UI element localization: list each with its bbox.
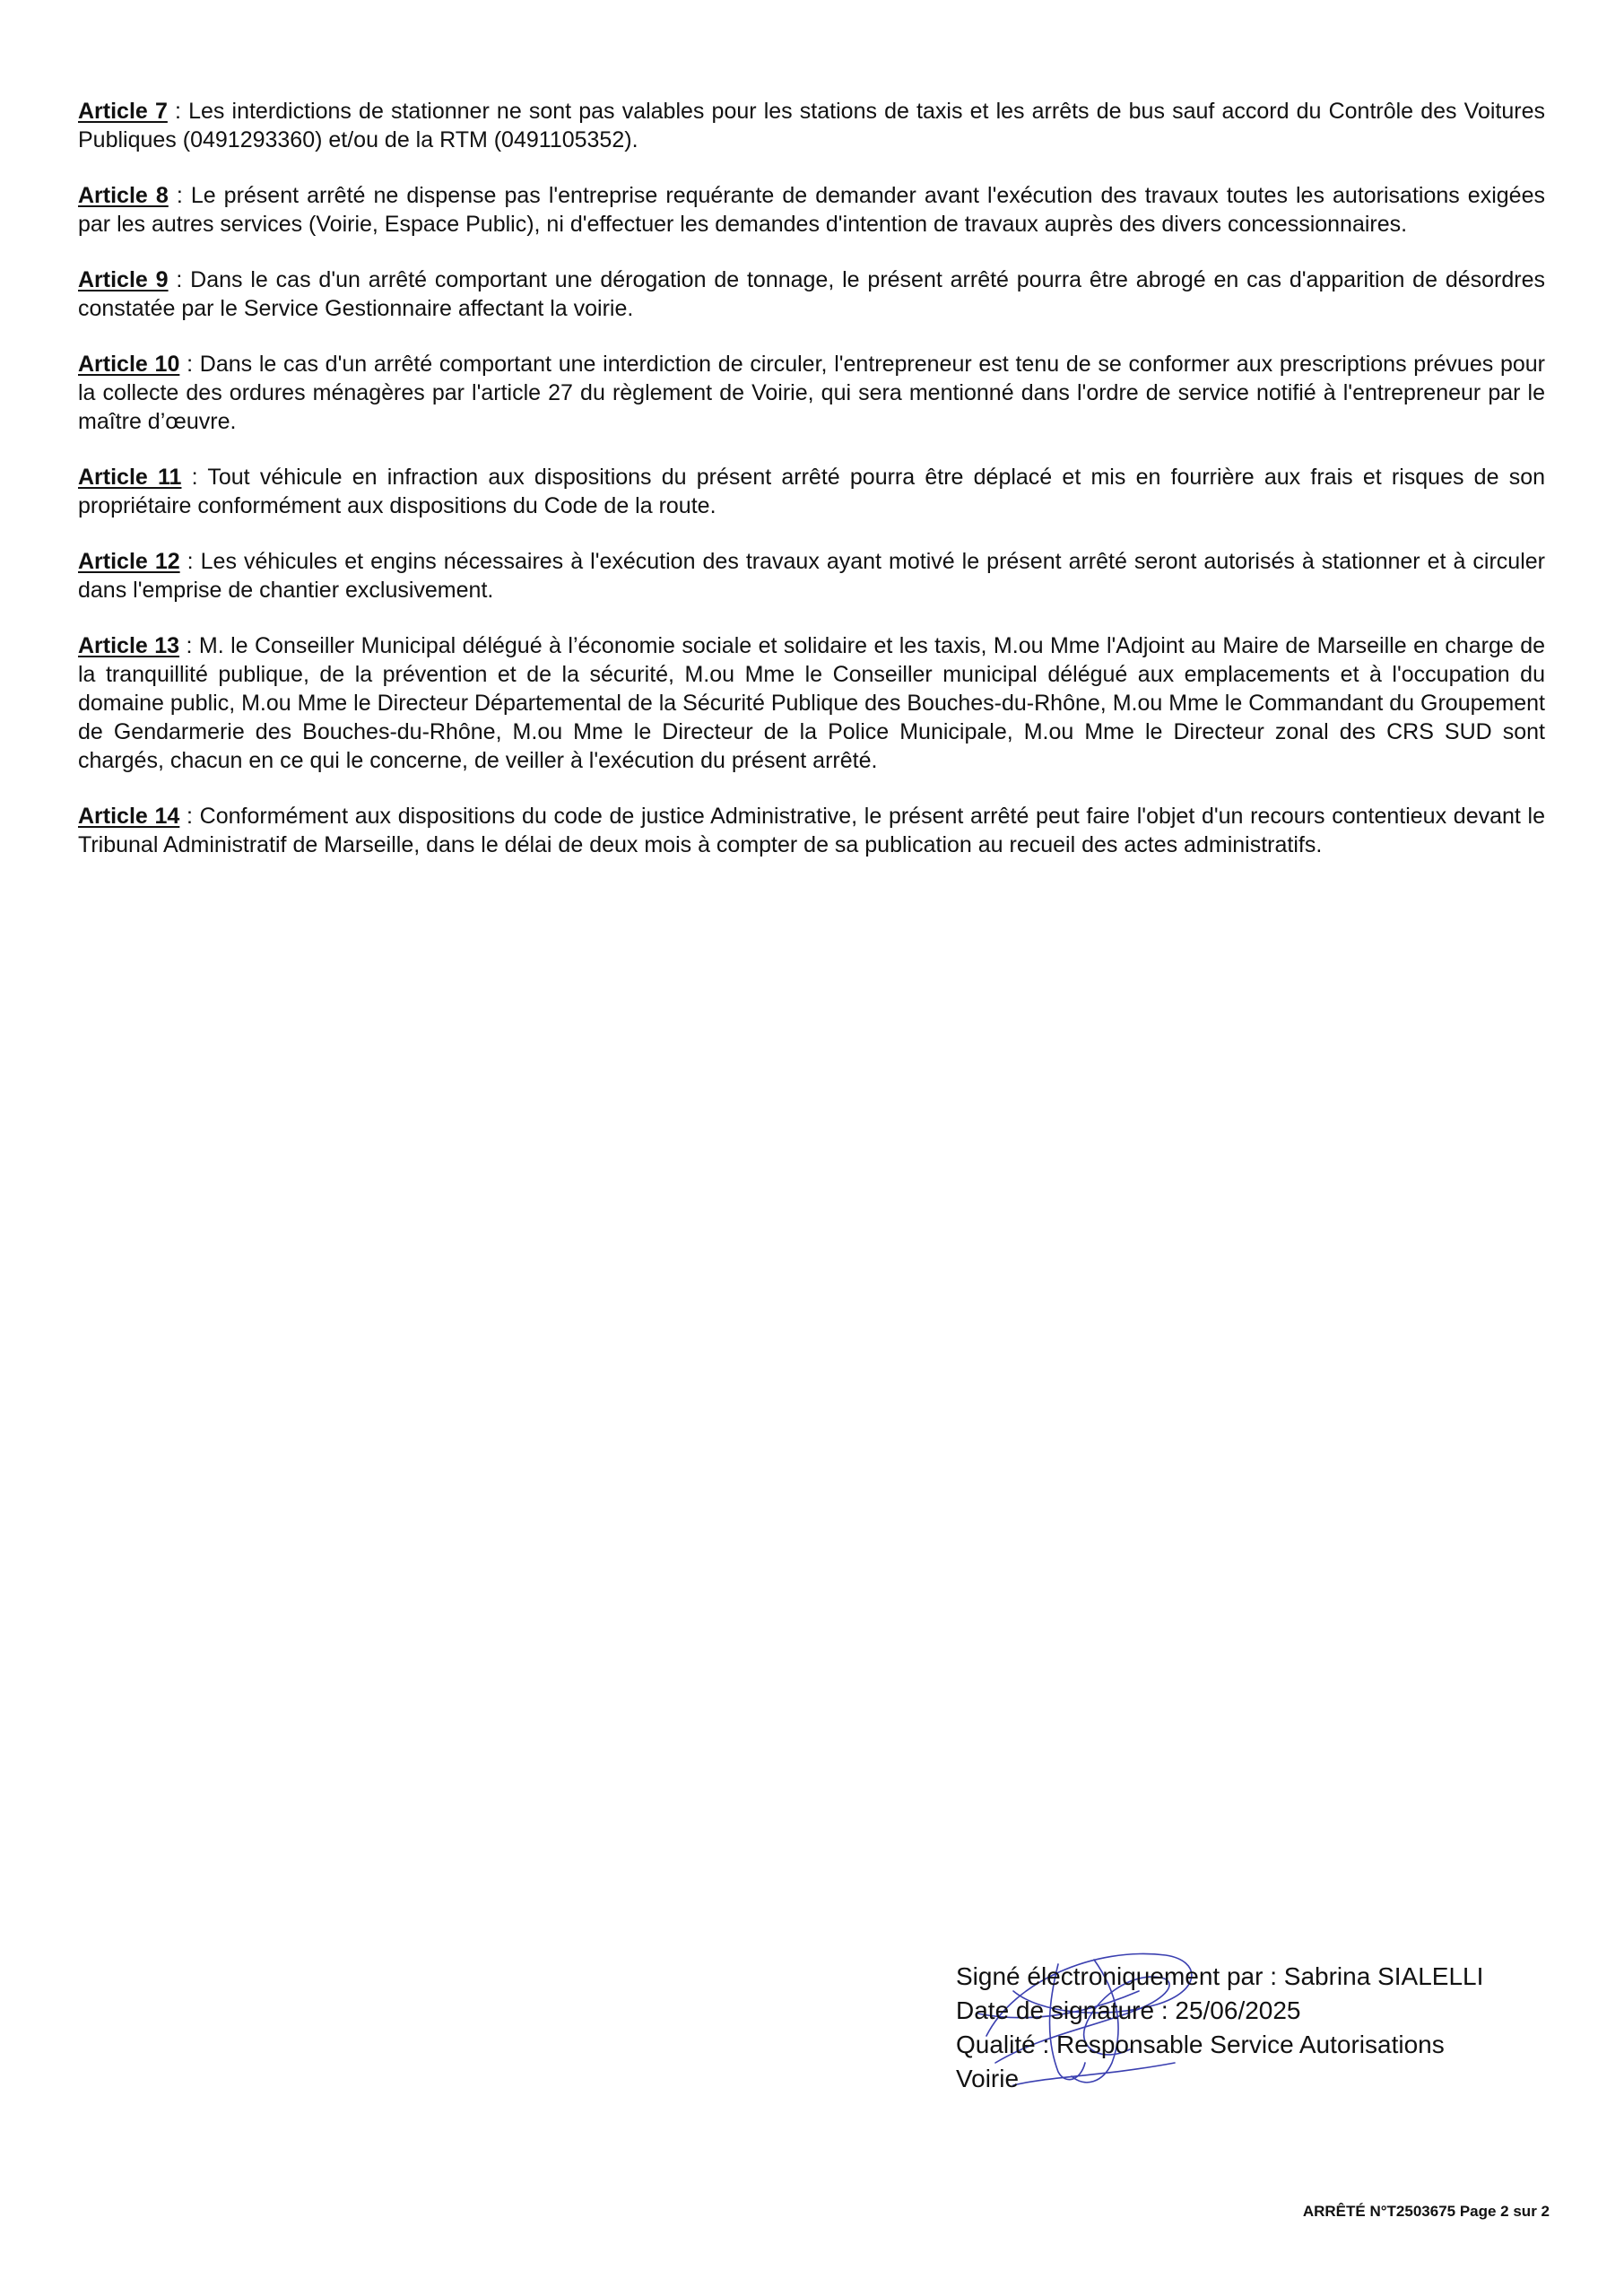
page-footer-reference: ARRÊTÉ N°T2503675 Page 2 sur 2 [1302, 2203, 1550, 2220]
article-label: Article 13 [78, 633, 180, 658]
signatory-quality-line: Qualité : Responsable Service Autorisations [956, 2031, 1445, 2058]
article-text: : Les véhicules et engins nécessaires à l'exécution des travaux ayant motivé le présent arrêté seront autorisés à stationner et à circuler dans l'emprise de chantier exclusivement. [78, 549, 1545, 603]
article-label: Article 8 [78, 183, 169, 208]
article-7 [78, 97, 1545, 154]
articles-section [78, 97, 1545, 886]
article-12 [78, 547, 1545, 604]
article-9 [78, 265, 1545, 323]
signatory-quality-line-continued: Voirie [956, 2065, 1020, 2092]
electronic-signature-block [956, 1960, 1584, 2096]
article-text: : Le présent arrêté ne dispense pas l'entreprise requérante de demander avant l'exécution des travaux toutes les autorisations exigées par les autres services (Voirie, Espace Public), ni d'effectuer les demandes d'intention de travaux auprès des divers concessionnaires. [78, 183, 1545, 237]
article-label: Article 12 [78, 549, 180, 574]
article-14 [78, 802, 1545, 859]
article-label: Article 7 [78, 99, 168, 124]
article-text: : Tout véhicule en infraction aux dispositions du présent arrêté pourra être déplacé et mis en fourrière aux frais et risques de son propriétaire conformément aux dispositions du Code de la route. [78, 465, 1546, 518]
article-text: : Dans le cas d'un arrêté comportant une interdiction de circuler, l'entrepreneur est tenu de se conformer aux prescriptions prévues pour la collecte des ordures ménagères par l'article 27 du règlement de Voirie, qui sera mentionné dans l'ordre de service notifié à l'entrepreneur par le maître d’œuvre. [78, 352, 1546, 434]
article-label: Article 14 [78, 804, 180, 829]
article-label: Article 9 [78, 267, 169, 292]
article-11 [78, 463, 1545, 520]
article-text: : Conformément aux dispositions du code de justice Administrative, le présent arrêté peut faire l'objet d'un recours contentieux devant le Tribunal Administratif de Marseille, dans le délai de deux mois à compter de sa publication au recueil des actes administratifs. [78, 804, 1546, 857]
article-13 [78, 631, 1545, 775]
article-8 [78, 181, 1545, 239]
article-text: : M. le Conseiller Municipal délégué à l’économie sociale et solidaire et les taxis, M.ou Mme l'Adjoint au Maire de Marseille en charge de la tranquillité publique, de la prévention et de la sécurité, M.ou Mme le Conseiller municipal délégué aux emplacements et à l'occupation du domaine public, M.ou Mme le Directeur Départemental de la Sécurité Publique des Bouches-du-Rhône, M.ou Mme le Commandant du Groupement de Gendarmerie des Bouches-du-Rhône, M.ou Mme le Directeur de la Police Municipale, M.ou Mme le Directeur zonal des CRS SUD sont chargés, chacun en ce qui le concerne, de veiller à l'exécution du présent arrêté. [78, 633, 1546, 773]
article-label: Article 11 [78, 465, 182, 490]
signed-by-line: Signé électroniquement par : Sabrina SIALELLI [956, 1962, 1484, 1990]
article-text: : Dans le cas d'un arrêté comportant une dérogation de tonnage, le présent arrêté pourra être abrogé en cas d'apparition de désordres constatée par le Service Gestionnaire affectant la voirie. [78, 267, 1545, 321]
signature-date-line: Date de signature : 25/06/2025 [956, 1996, 1301, 2024]
article-10 [78, 350, 1545, 436]
article-text: : Les interdictions de stationner ne sont pas valables pour les stations de taxis et les arrêts de bus sauf accord du Contrôle des Voitures Publiques (0491293360) et/ou de la RTM (0491105352). [78, 99, 1545, 152]
article-label: Article 10 [78, 352, 180, 377]
